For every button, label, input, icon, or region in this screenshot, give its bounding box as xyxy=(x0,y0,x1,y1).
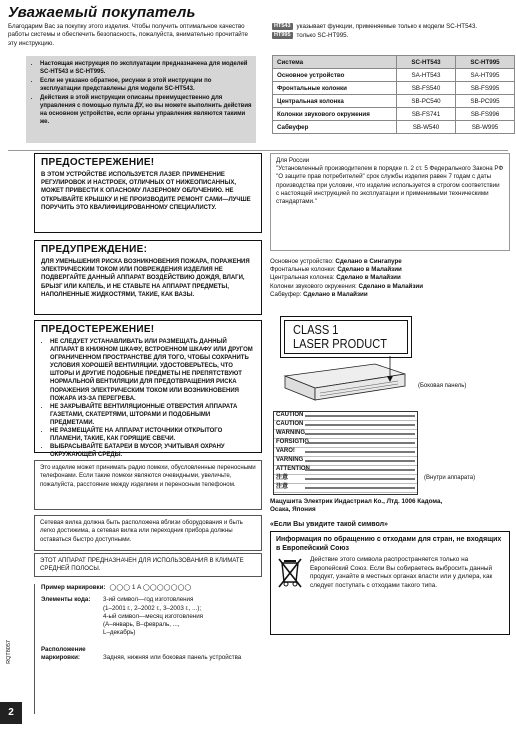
caution-label-word: VARNING xyxy=(276,457,304,463)
marking-location-label-2: маркировки: xyxy=(41,654,80,662)
table-header-cell: SC-HT995 xyxy=(456,56,515,69)
table-cell: Колонки звукового окружения xyxy=(273,108,397,121)
weee-heading: Информация по обращению с отходами для стран, не входящих в Европейский Союз xyxy=(276,536,502,552)
marking-example-value: ◯◯◯ 1 А ◯◯◯◯◯◯◯ xyxy=(109,584,192,591)
caution-label-word: 注意 xyxy=(276,484,289,490)
country-of-origin xyxy=(270,258,510,299)
fine-print-bar xyxy=(305,433,415,435)
origin-label: Основное устройство: xyxy=(270,258,334,265)
origin-value: Сделано в Малайзии xyxy=(337,266,402,274)
page-title: Уважаемый покупатель xyxy=(8,4,196,21)
inside-caption: (Внутри аппарата) xyxy=(424,475,476,481)
legend-row xyxy=(272,23,512,31)
laser-product-text: LASER PRODUCT xyxy=(293,336,387,351)
caution-item: • НЕ РАЗМЕЩАЙТЕ НА АППАРАТ ИСТОЧНИКИ ОТКРЫТОГО ПЛАМЕНИ, ТАКИЕ, КАК ГОРЯЩИЕ СВЕЧИ. xyxy=(50,427,255,443)
ventilation-caution-box xyxy=(34,320,262,459)
origin-value: Сделано в Малайзии xyxy=(358,282,424,290)
table-header-cell: SC-HT543 xyxy=(397,56,456,69)
marking-elements-row xyxy=(41,596,262,637)
climate-note xyxy=(34,553,262,577)
table-row xyxy=(273,121,515,134)
table-cell: Фронтальные колонки xyxy=(273,82,397,95)
table-cell: SB-PC540 xyxy=(397,95,456,108)
origin-row xyxy=(270,291,510,299)
crossed-bin-icon xyxy=(276,556,304,590)
weee-text: Действие этого символа распространяется только на Европейский Союз. Если Вы собираетесь выбросить данный продукт, узнайте в местных органах власти или у дилера, как следует поступать с отходами такого типа. xyxy=(310,556,493,589)
caution-label-line xyxy=(274,412,417,421)
caution-label-line xyxy=(274,484,417,493)
caution-item: • НЕ СЛЕДУЕТ УСТАНАВЛИВАТЬ ИЛИ РАЗМЕЩАТЬ ДАННЫЙ АППАРАТ В КНИЖНОМ ШКАФУ, ВСТРОЕННОМ ШКАФУ ИЛИ ДРУГОМ ОГРАНИЧЕННОМ ПРОСТРАНСТВЕ ДЛЯ ТОГО, ЧТОБЫ СОХРАНИТЬ УСЛОВИЯ ХОРОШЕЙ ВЕНТИЛЯЦИИ. УДОСТОВЕРЬТЕСЬ, ЧТО ШТОРЫ И ДРУГИЕ ПОДОБНЫЕ ПРЕДМЕТЫ НЕ ПРЕПЯТСТВУЮТ НОРМАЛЬНОЙ ВЕНТИЛЯЦИИ ДЛЯ ПРЕДОТВРАЩЕНИЯ РИСКА ПОРАЖЕНИЯ ЭЛЕКТРИЧЕСКИМ ТОКОМ ИЛИ ВОЗНИКНОВЕНИЯ ПОЖАРА ИЗ-ЗА ПЕРЕГРЕВА. xyxy=(50,338,255,403)
caution-labels-block xyxy=(273,411,418,495)
radio-note-text: Это изделие может принимать радио помехи, обусловленные переносными телефонами. Если такие помехи являются очевидными, увеличьте, пожалуйста, расстояние между изделием и переносным телефоном. xyxy=(40,464,256,488)
fine-print-bar xyxy=(305,424,415,426)
warning-heading: ПРЕДУПРЕЖДЕНИЕ: xyxy=(41,244,148,255)
warning-text: ДЛЯ УМЕНЬШЕНИЯ РИСКА ВОЗНИКНОВЕНИЯ ПОЖАРА, ПОРАЖЕНИЯ ЭЛЕКТРИЧЕСКИМ ТОКОМ ИЛИ ПОВРЕЖДЕНИЯ ИЗДЕЛИЯ НЕ ПОДВЕРГАЙТЕ ДАННЫЙ АППАРАТ ВОЗДЕЙСТВИЮ ДОЖДЯ, ВЛАГИ, БРЫЗГ ИЛИ КАПЕЛЬ, И НЕ СТАВЬТЕ НА АППАРАТ ПРЕДМЕТЫ, НАПОЛНЕННЫЕ ЖИДКОСТЯМИ, ТАКИЕ, КАК ВАЗЫ. xyxy=(41,259,250,298)
note-item: • Настоящая инструкция по эксплуатации предназначена для моделей SC-HT543 и SC-HT995. xyxy=(40,60,252,76)
russia-text: "Установленный производителем в порядке п. 2 ст. 5 Федерального Закона РФ "О защите прав потребителей" срок службы изделия равен 7 годам с даты производства при условии, что изделие используется в строгом соответствии с настоящей инструкцией по эксплуатации и применимыми техническими стандартами." xyxy=(276,165,504,206)
caution-label-word: CAUTION xyxy=(276,421,304,427)
russia-heading: Для России xyxy=(276,157,310,164)
caution-label-word: VARO! xyxy=(276,448,295,454)
fine-print-bar xyxy=(305,469,415,471)
fine-print-bar xyxy=(305,460,415,462)
marking-location-value: Задняя, нижняя или боковая панель устройства xyxy=(103,653,242,661)
caution-item: • НЕ ЗАКРЫВАЙТЕ ВЕНТИЛЯЦИОННЫЕ ОТВЕРСТИЯ АППАРАТА ГАЗЕТАМИ, СКАТЕРТЯМИ, ШТОРАМИ И ПОДОБНЫМИ ПРЕДМЕТАМИ. xyxy=(50,403,255,427)
device-illustration xyxy=(280,356,410,406)
origin-label: Фронтальные колонки: xyxy=(270,266,336,274)
marking-element-line: 4-ый символ—месяц изготовления xyxy=(103,612,203,620)
table-cell: SB-FS741 xyxy=(397,108,456,121)
russia-service-life-box xyxy=(270,153,510,251)
caution-label-line xyxy=(274,448,417,457)
class1-laser-label xyxy=(280,316,412,358)
caution-label-line xyxy=(274,439,417,448)
origin-label: Центральная колонка: xyxy=(270,274,335,282)
table-cell: SB-PC995 xyxy=(456,95,515,108)
intro-text: Благодарим Вас за покупку этого изделия. Чтобы получить оптимальное качество работы системы и обеспечить безопасность, пожалуйста, внимательно прочитайте эту инструкцию. xyxy=(8,23,248,47)
model-tag: HT543 xyxy=(274,23,291,29)
system-table-wrap xyxy=(272,55,515,134)
caution-label-line xyxy=(274,457,417,466)
table-cell: SB-W995 xyxy=(456,121,515,134)
side-panel-caption: (Боковая панель) xyxy=(418,383,467,389)
origin-value: Сделано в Малайзии xyxy=(336,274,401,282)
table-row xyxy=(273,108,515,121)
legend-text: только SC-HT995. xyxy=(296,32,349,39)
table-cell: SA-HT543 xyxy=(397,69,456,82)
laser-class-text: CLASS 1 xyxy=(293,322,339,337)
caution-label-word: CAUTION xyxy=(276,412,304,418)
fine-print-bar xyxy=(305,487,415,489)
origin-row xyxy=(270,274,510,282)
legend-row xyxy=(272,32,512,40)
table-row xyxy=(273,95,515,108)
marking-example-row xyxy=(41,584,262,592)
marking-element-line: L–декабрь) xyxy=(103,629,136,637)
weee-info-box xyxy=(270,531,510,635)
weee-content xyxy=(276,556,504,590)
fine-print-bar xyxy=(305,415,415,417)
caution-label-word: FORSIGTIG xyxy=(276,439,309,445)
caution-label-word: 注意 xyxy=(276,475,289,481)
fine-print-bar xyxy=(305,442,415,444)
caution-heading: ПРЕДОСТЕРЕЖЕНИЕ! xyxy=(41,157,155,168)
marking-element-line: (1–2001 г., 2–2002 г., 3–2003 г., ...); xyxy=(103,604,202,612)
marking-example-label: Пример маркировки: xyxy=(41,584,106,591)
divider xyxy=(8,150,508,151)
table-cell: Сабвуфер xyxy=(273,121,397,134)
note-item: • Если не указано обратное, рисунки в этой инструкции по эксплуатации представлены для модели SC-HT543. xyxy=(40,77,252,93)
caution-item: • ВЫБРАСЫВАЙТЕ БАТАРЕИ В МУСОР, УЧИТЫВАЯ ОХРАНУ ОКРУЖАЮЩЕЙ СРЕДЫ. xyxy=(50,443,255,459)
caution-label-line xyxy=(274,466,417,475)
power-plug-note xyxy=(34,515,262,551)
laser-label-frame xyxy=(284,320,408,354)
table-cell: SA-HT995 xyxy=(456,69,515,82)
marking-block xyxy=(34,584,262,714)
legend-text: указывает функции, применяемые только к модели SC-HT543. xyxy=(296,23,478,30)
caution-label-word: ATTENTION xyxy=(276,466,310,472)
marking-element-line: (А–январь, В–февраль, ..., xyxy=(103,621,180,629)
origin-label: Сабвуфер: xyxy=(270,290,302,298)
caution-text: В ЭТОМ УСТРОЙСТВЕ ИСПОЛЬЗУЕТСЯ ЛАЗЕР. ПРИМЕНЕНИЕ РЕГУЛИРОВОК И НАСТРОЕК, ОТЛИЧНЫХ ОТ НИЖЕОПИСАННЫХ, МОЖЕТ ПРИВЕСТИ К ОПАСНОМУ ЛАЗЕРНОМУ ОБЛУЧЕНИЮ. НЕ ОТКРЫВАЙТЕ КРЫШКУ И НЕ ПРОИЗВОДИТЕ РЕМОНТ САМИ—ЛУЧШЕ ПОРУЧИТЬ ЭТО КВАЛИФИЦИРОВАННОМУ СПЕЦИАЛИСТУ. xyxy=(41,172,251,211)
marking-location-label xyxy=(41,646,99,663)
manufacturer-address: Мацушита Электрик Индастриал Ко., Лтд. 1006 Кадома, Осака, Япония xyxy=(270,498,443,514)
marking-elements-list xyxy=(103,596,203,637)
caution-label-line xyxy=(274,475,417,484)
caution-heading: ПРЕДОСТЕРЕЖЕНИЕ! xyxy=(41,324,155,335)
table-cell: Основное устройство xyxy=(273,69,397,82)
origin-row xyxy=(270,258,510,266)
table-cell: Центральная колонка xyxy=(273,95,397,108)
table-row xyxy=(273,82,515,95)
caution-label-line xyxy=(274,421,417,430)
marking-location-label-1: Расположение xyxy=(41,645,86,653)
table-cell: SB-FS995 xyxy=(456,82,515,95)
fine-print-bar xyxy=(305,451,415,453)
table-header-row xyxy=(273,56,515,69)
system-table xyxy=(272,55,515,134)
plug-note-text: Сетевая вилка должна быть расположена вблизи оборудования и быть легко достижима, а сетевая вилка или переходник прибора должны оставаться быстро доступными. xyxy=(40,519,243,543)
table-row xyxy=(273,69,515,82)
model-legend xyxy=(272,23,512,41)
table-header-cell: Система xyxy=(273,56,397,69)
origin-label: Колонки звукового окружения: xyxy=(270,282,357,290)
marking-elements-label: Элементы кода: xyxy=(41,596,91,604)
fine-print-bar xyxy=(305,478,415,480)
radio-interference-note xyxy=(34,460,262,510)
origin-row xyxy=(270,283,510,291)
model-tag: HT995 xyxy=(274,32,291,38)
note-item: • Действия в этой инструкции описаны преимущественно для управления с помощью пульта ДУ, но вы можете выполнить действия на основном устройстве, если органы управления являются такими же. xyxy=(40,94,252,126)
notes-box xyxy=(26,56,256,143)
marking-element-line: 3-ий символ—год изготовления xyxy=(103,596,194,604)
origin-value: Сделано в Сингапуре xyxy=(335,258,402,265)
table-cell: SB-W540 xyxy=(397,121,456,134)
origin-value: Сделано в Малайзии xyxy=(303,290,368,298)
climate-note-text: ЭТОТ АППАРАТ ПРЕДНАЗНАЧЕН ДЛЯ ИСПОЛЬЗОВАНИЯ В КЛИМАТЕ СРЕДНЕЙ ПОЛОСЫ. xyxy=(40,557,244,573)
caution-label-word: WARNING xyxy=(276,430,305,436)
marking-location-row xyxy=(41,646,262,663)
page-number: 2 xyxy=(0,702,22,724)
origin-row xyxy=(270,266,510,274)
table-cell: SB-FS540 xyxy=(397,82,456,95)
laser-caution-box xyxy=(34,153,262,233)
document-code: RQT8057 xyxy=(6,640,12,664)
weee-quote: «Если Вы увидите такой символ» xyxy=(270,521,388,528)
caution-label-line xyxy=(274,430,417,439)
warning-box xyxy=(34,240,262,315)
table-cell: SB-FS996 xyxy=(456,108,515,121)
